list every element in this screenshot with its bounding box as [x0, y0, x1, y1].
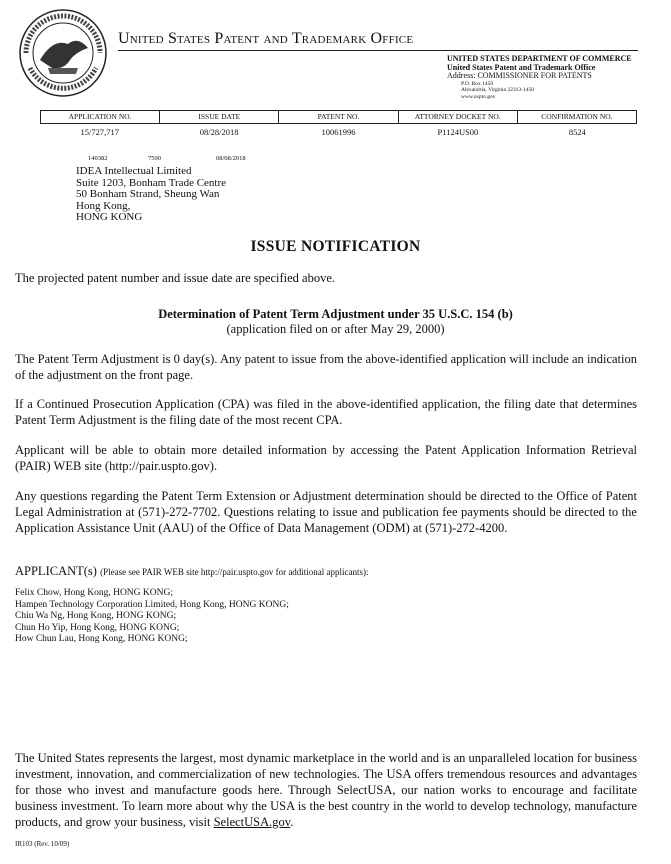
applicant-item: Felix Chow, Hong Kong, HONG KONG; [15, 588, 173, 598]
applicant-item: Chiu Wa Ng, Hong Kong, HONG KONG; [15, 611, 177, 621]
pair-paragraph: Applicant will be able to obtain more detailed information by accessing the Patent Application Information Retrieval (PAIR) WEB site (http://pair.uspto.gov). [15, 443, 637, 473]
selectusa-text: The United States represents the largest, most dynamic marketplace in the world and is an unparalleled location for business investment, innovation, and commercialization of new technologies. The USA offers tremendous resources and advantages for those who invest and manufacture goods here. Through SelectUSA, our nation works to encourage and facilitate business investment. To learn more about why the USA is the best country in the world to develop technology, manufacture products, and grow your business, visit [15, 751, 637, 829]
uspto-seal-logo [18, 8, 108, 98]
header-issue-date: ISSUE DATE [160, 111, 279, 123]
application-no: 15/727,717 [80, 127, 119, 137]
applicant-item: How Chun Lau, Hong Kong, HONG KONG; [15, 634, 188, 644]
header-application-no: APPLICATION NO. [41, 111, 160, 123]
applicants-title: APPLICANT(s) [15, 564, 97, 578]
document-title: ISSUE NOTIFICATION [250, 238, 421, 255]
info-table-header [40, 110, 637, 124]
applicants-list [15, 588, 289, 646]
header-patent-no: PATENT NO. [279, 111, 398, 123]
questions-paragraph: Any questions regarding the Patent Term Extension or Adjustment determination should be directed to the Office of Patent Legal Administration at (571)-272-7702. Questions relating to issue and publication fee payments should be directed to the Application Assistance Unit (AAU) of the Office of Data Management (ODM) at (571)-272-4200. [15, 489, 637, 535]
address-line: HONG KONG [76, 211, 143, 224]
code: 7590 [148, 155, 161, 162]
applicants-heading [15, 564, 369, 579]
department-address-block [447, 55, 632, 100]
customer-number: 140382 [88, 155, 108, 162]
intro-paragraph: The projected patent number and issue date are specified above. [15, 271, 336, 285]
cpa-paragraph: If a Continued Prosecution Application (CPA) was filed in the above-identified application, the filing date that determines Patent Term Adjustment is the filing date of the most recent CPA. [15, 397, 637, 427]
address-line: Suite 1203, Bonham Trade Centre [76, 176, 227, 189]
address-line: Address: COMMISSIONER FOR PATENTS [447, 71, 592, 80]
applicant-item: Hampen Technology Corporation Limited, Hong Kong, HONG KONG; [15, 599, 289, 610]
office-title: United States Patent and Trademark Office [118, 30, 414, 47]
address-line: Hong Kong, [76, 199, 131, 212]
form-number: IR103 (Rev. 10/09) [15, 840, 70, 848]
mail-date: 08/08/2018 [216, 155, 246, 162]
pta-heading: Determination of Patent Term Adjustment under 35 U.S.C. 154 (b) [158, 307, 513, 321]
info-table-values [40, 127, 637, 137]
mailing-address [76, 166, 226, 224]
confirmation-no: 8524 [568, 127, 586, 137]
attorney-docket-no: P1124US00 [437, 127, 479, 137]
applicant-item: Chun Ho Yip, Hong Kong, HONG KONG; [15, 622, 180, 633]
applicants-note: (Please see PAIR WEB site http://pair.uspto.gov for additional applicants): [100, 567, 369, 577]
address-line: P.O. Box 1450 [461, 80, 494, 87]
website: www.uspto.gov [461, 93, 496, 100]
office-name: United States Patent and Trademark Office [447, 62, 596, 72]
pta-paragraph: The Patent Term Adjustment is 0 day(s). Any patent to issue from the above-identified application will include an indication of the adjustment on the front page. [15, 352, 637, 382]
selectusa-paragraph [15, 750, 637, 830]
address-line: 50 Bonham Strand, Sheung Wan [76, 188, 220, 201]
address-line: IDEA Intellectual Limited [76, 165, 192, 177]
header-confirmation-no: CONFIRMATION NO. [541, 112, 613, 121]
selectusa-link[interactable]: SelectUSA.gov [213, 815, 291, 829]
header-rule [118, 50, 638, 51]
address-line: Alexandria, Virginia 22313-1450 [461, 87, 534, 93]
patent-no: 10061996 [321, 127, 356, 137]
closing-period: . [290, 815, 294, 829]
department-name: UNITED STATES DEPARTMENT OF COMMERCE [447, 54, 632, 63]
issue-date: 08/28/2018 [199, 127, 239, 137]
pta-subheading: (application filed on or after May 29, 2000) [226, 322, 445, 336]
header-attorney-docket-no: ATTORNEY DOCKET NO. [399, 111, 518, 123]
